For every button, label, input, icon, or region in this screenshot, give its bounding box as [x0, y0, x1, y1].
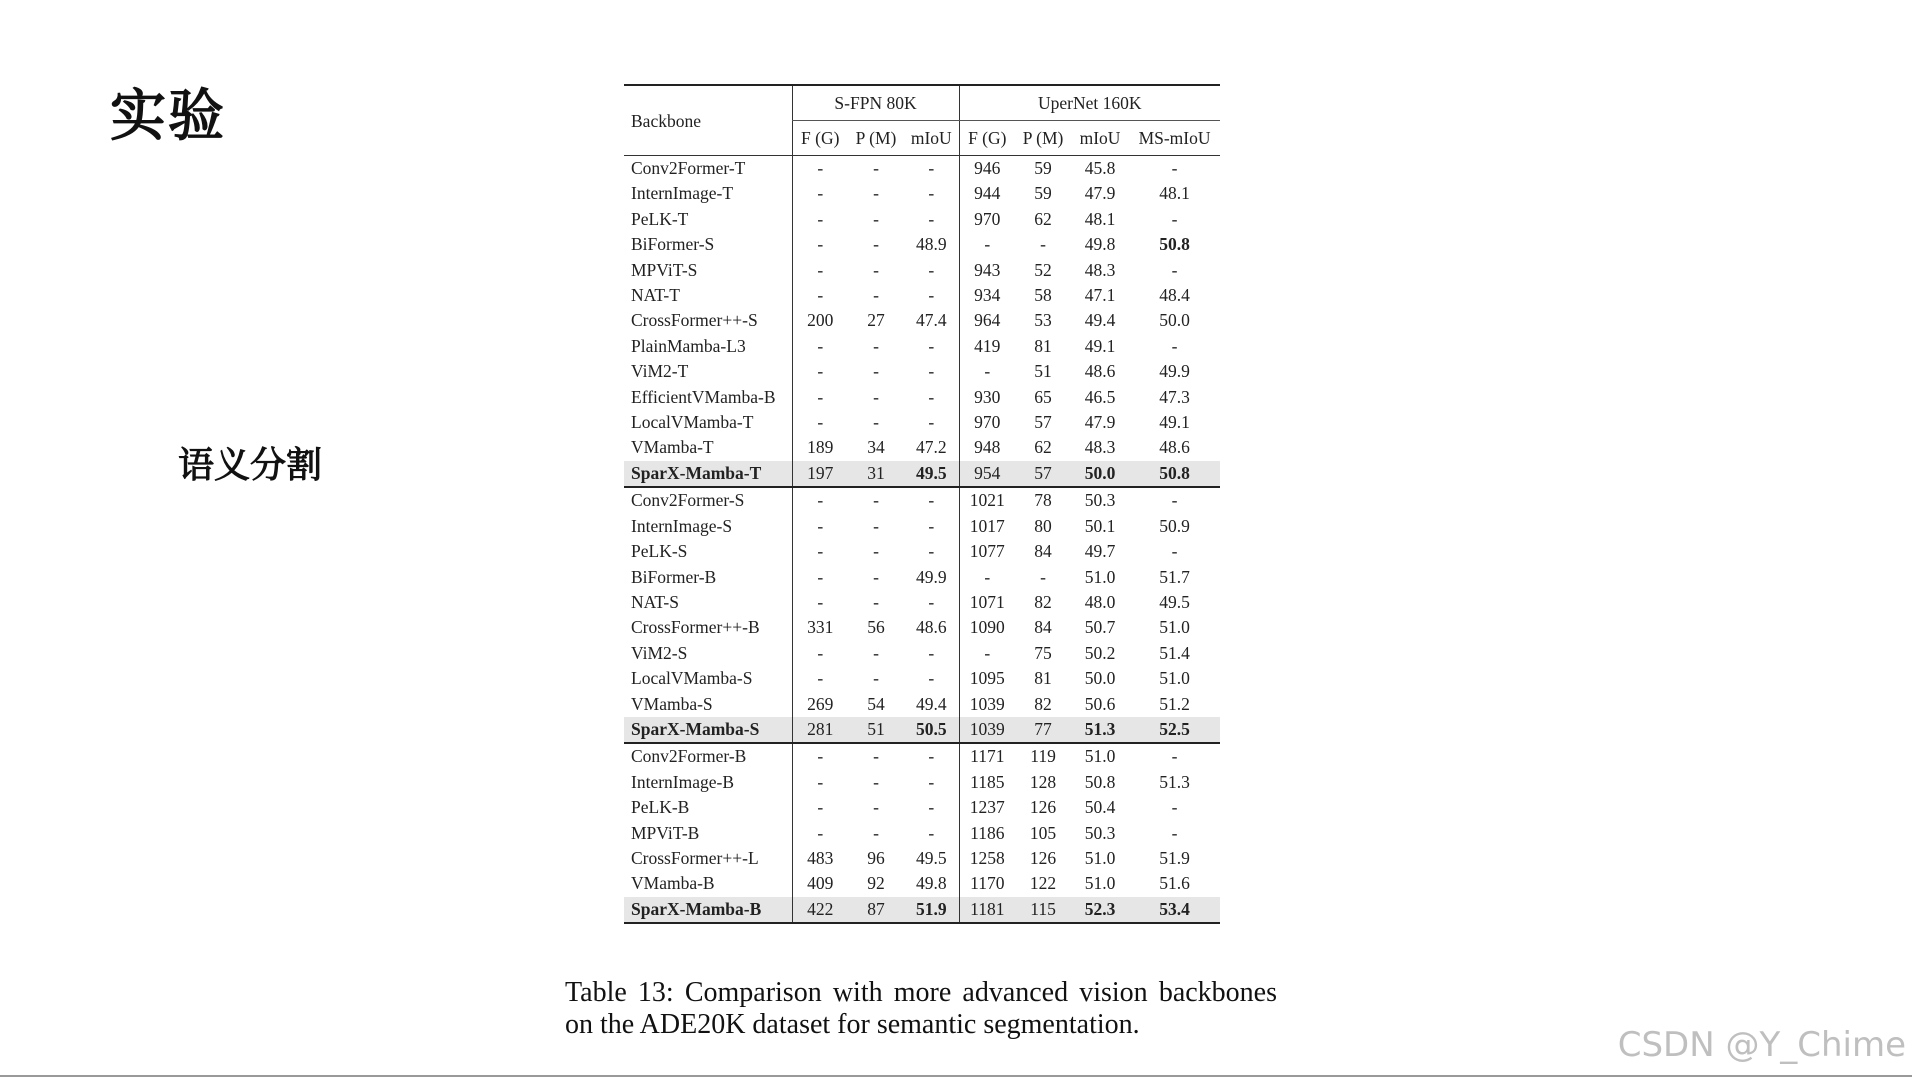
table-row: [624, 590, 1220, 615]
table-cell: 46.5: [1084, 386, 1116, 407]
table-cell: -: [1171, 797, 1178, 818]
table-cell: -: [1171, 335, 1178, 356]
table-cell: 52: [1034, 259, 1052, 280]
table-cell: -: [959, 359, 1015, 384]
table-row: [624, 743, 1220, 769]
table-cell: 48.1: [1159, 183, 1190, 204]
table-cell: 49.7: [1084, 541, 1116, 562]
backbone-name: PeLK-B: [631, 797, 690, 818]
table-cell: 49.8: [1084, 234, 1116, 255]
backbone-name: ViM2-S: [631, 642, 688, 663]
table-cell: 84: [1034, 617, 1052, 638]
table-cell: 1039: [959, 692, 1015, 717]
table-cell: 51.9: [1159, 847, 1190, 868]
table-cell: -: [928, 259, 935, 280]
backbone-name: CrossFormer++-L: [631, 847, 759, 868]
table-cell: -: [792, 743, 848, 769]
table-cell: 1077: [959, 539, 1015, 564]
table-cell: 50.8: [1129, 461, 1220, 487]
table-cell: 331: [792, 615, 848, 640]
table-cell: 115: [1015, 897, 1071, 923]
table-cell: 50.0: [1159, 310, 1190, 331]
table-row: [624, 692, 1220, 717]
table-cell: -: [959, 565, 1015, 590]
table-cell: -: [928, 668, 935, 689]
table-row: [624, 410, 1220, 435]
table-cell: -: [792, 207, 848, 232]
table-cell: 970: [959, 207, 1015, 232]
backbone-name: PeLK-T: [631, 208, 689, 229]
backbone-name: Conv2Former-T: [624, 156, 792, 182]
table-cell: 51.0: [1159, 617, 1190, 638]
table-cell: -: [873, 566, 879, 587]
table-cell: -: [792, 385, 848, 410]
table-cell: 84: [1034, 541, 1052, 562]
table-cell: 422: [792, 897, 848, 923]
backbone-name: SparX-Mamba-B: [624, 897, 792, 923]
table-cell: 122: [1029, 873, 1057, 894]
table-cell: -: [873, 183, 879, 204]
results-table-container: [624, 84, 1220, 924]
table-cell: -: [873, 234, 879, 255]
table-cell: -: [792, 156, 848, 182]
table-cell: 82: [1034, 693, 1052, 714]
group-header-upernet: UperNet 160K: [959, 85, 1220, 121]
backbone-name: InternImage-B: [631, 771, 735, 792]
backbone-name: ViM2-T: [631, 361, 689, 382]
table-row: [624, 717, 1220, 743]
table-cell: 52.5: [1129, 717, 1220, 743]
table-cell: 51.3: [1071, 717, 1129, 743]
table-row: [624, 795, 1220, 820]
table-cell: 81: [1034, 668, 1052, 689]
table-cell: 50.9: [1159, 515, 1190, 536]
table-cell: -: [848, 487, 904, 513]
table-cell: 1186: [959, 821, 1015, 846]
table-cell: 943: [959, 258, 1015, 283]
table-cell: 189: [792, 435, 848, 460]
table-cell: 27: [867, 310, 885, 331]
backbone-name: EfficientVMamba-B: [631, 386, 776, 407]
table-cell: -: [928, 386, 935, 407]
table-cell: 57: [1034, 412, 1052, 433]
table-cell: 49.1: [1084, 335, 1116, 356]
table-cell: 49.1: [1159, 412, 1190, 433]
table-cell: 48.3: [1084, 437, 1116, 458]
table-row: [624, 666, 1220, 691]
table-cell: 48.0: [1084, 591, 1116, 612]
table-row: [624, 871, 1220, 896]
table-cell: 50.5: [904, 717, 959, 743]
table-cell: 78: [1015, 487, 1071, 513]
table-cell: 51.0: [1084, 566, 1116, 587]
table-cell: -: [873, 386, 879, 407]
backbone-name: InternImage-T: [631, 183, 734, 204]
table-row: [624, 283, 1220, 308]
table-cell: 48.6: [1084, 361, 1116, 382]
table-cell: -: [792, 410, 848, 435]
backbone-name: MPViT-S: [631, 259, 698, 280]
table-cell: 1071: [959, 590, 1015, 615]
backbone-name: InternImage-S: [631, 515, 733, 536]
table-cell: -: [873, 797, 879, 818]
table-cell: -: [928, 515, 935, 536]
table-cell: 281: [792, 717, 848, 743]
backbone-name: LocalVMamba-T: [631, 412, 754, 433]
table-cell: -: [928, 541, 935, 562]
table-cell: 50.2: [1084, 642, 1116, 663]
table-cell: -: [792, 641, 848, 666]
table-row: [624, 565, 1220, 590]
table-cell: 62: [1034, 208, 1052, 229]
table-cell: 50.8: [1084, 771, 1116, 792]
table-row: [624, 641, 1220, 666]
table-row: [624, 385, 1220, 410]
table-row: [624, 435, 1220, 460]
backbone-name: VMamba-T: [631, 437, 714, 458]
table-cell: -: [904, 487, 959, 513]
table-cell: 1181: [959, 897, 1015, 923]
table-cell: 50.7: [1084, 617, 1116, 638]
backbone-name: BiFormer-S: [631, 234, 715, 255]
table-cell: 49.9: [915, 566, 947, 587]
table-cell: -: [873, 412, 879, 433]
table-cell: -: [1040, 566, 1046, 587]
table-cell: 92: [867, 873, 885, 894]
backbone-name: SparX-Mamba-T: [624, 461, 792, 487]
backbone-header: Backbone: [624, 85, 792, 156]
table-cell: -: [928, 642, 935, 663]
table-cell: 34: [867, 437, 885, 458]
table-cell: 126: [1029, 847, 1057, 868]
backbone-name: PeLK-S: [631, 541, 688, 562]
table-cell: 49.5: [915, 847, 947, 868]
table-cell: 56: [867, 617, 885, 638]
table-cell: -: [792, 334, 848, 359]
table-cell: 1237: [959, 795, 1015, 820]
table-cell: 1090: [959, 615, 1015, 640]
table-cell: -: [928, 361, 935, 382]
table-cell: 81: [1034, 335, 1052, 356]
table-cell: -: [792, 565, 848, 590]
table-row: [624, 487, 1220, 513]
col-header: F (G): [792, 121, 848, 156]
table-cell: 1258: [959, 846, 1015, 871]
table-cell: -: [792, 666, 848, 691]
table-cell: 31: [848, 461, 904, 487]
table-cell: 944: [959, 181, 1015, 206]
table-cell: 49.4: [915, 693, 947, 714]
table-cell: 82: [1034, 591, 1052, 612]
table-cell: 48.6: [915, 617, 947, 638]
col-header: mIoU: [1079, 128, 1121, 148]
table-cell: 80: [1034, 515, 1052, 536]
table-cell: 50.6: [1084, 693, 1116, 714]
table-cell: 65: [1034, 386, 1052, 407]
table-cell: 1170: [959, 871, 1015, 896]
table-cell: 53: [1034, 310, 1052, 331]
backbone-name: VMamba-S: [631, 693, 713, 714]
table-cell: -: [792, 539, 848, 564]
table-cell: 75: [1034, 642, 1052, 663]
table-cell: 50.0: [1071, 461, 1129, 487]
table-cell: 419: [959, 334, 1015, 359]
table-cell: 49.5: [1159, 591, 1190, 612]
backbone-name: NAT-T: [631, 285, 680, 306]
table-cell: 51.0: [1159, 668, 1190, 689]
backbone-name: NAT-S: [631, 591, 679, 612]
table-cell: 1185: [959, 770, 1015, 795]
table-cell: 48.1: [1084, 208, 1116, 229]
backbone-name: CrossFormer++-S: [631, 310, 758, 331]
table-cell: -: [1129, 743, 1220, 769]
table-cell: -: [873, 822, 879, 843]
backbone-name: MPViT-B: [631, 822, 700, 843]
table-cell: 77: [1015, 717, 1071, 743]
table-cell: -: [1129, 487, 1220, 513]
table-cell: 49.8: [915, 873, 947, 894]
table-cell: -: [792, 514, 848, 539]
table-cell: -: [904, 156, 959, 182]
backbone-name: Conv2Former-B: [624, 743, 792, 769]
table-cell: 51: [848, 717, 904, 743]
table-cell: 964: [959, 308, 1015, 333]
col-header: mIoU: [910, 128, 952, 148]
table-cell: -: [1171, 541, 1178, 562]
table-cell: -: [928, 335, 935, 356]
table-cell: 47.2: [915, 437, 947, 458]
table-row: [624, 514, 1220, 539]
table-cell: 970: [959, 410, 1015, 435]
table-cell: 50.3: [1084, 822, 1116, 843]
table-cell: 47.9: [1084, 183, 1116, 204]
table-cell: -: [792, 181, 848, 206]
table-cell: 51.2: [1159, 693, 1190, 714]
table-cell: 946: [959, 156, 1015, 182]
table-cell: 50.1: [1084, 515, 1116, 536]
table-cell: 59: [1015, 156, 1071, 182]
table-cell: -: [792, 821, 848, 846]
slide-title: 实验: [110, 84, 226, 149]
table-cell: -: [1171, 208, 1178, 229]
table-cell: 96: [867, 847, 885, 868]
table-row: [624, 258, 1220, 283]
table-cell: -: [792, 795, 848, 820]
table-cell: -: [792, 232, 848, 257]
table-cell: -: [928, 591, 935, 612]
table-cell: 45.8: [1071, 156, 1129, 182]
table-cell: -: [873, 642, 879, 663]
table-cell: -: [1171, 822, 1178, 843]
table-caption: Table 13: Comparison with more advanced vision backbones on the ADE20K dataset for semantic segmentation.: [565, 977, 1277, 1040]
table-cell: -: [928, 412, 935, 433]
table-cell: -: [928, 183, 935, 204]
table-cell: -: [904, 743, 959, 769]
backbone-name: CrossFormer++-B: [631, 617, 760, 638]
table-cell: -: [873, 208, 879, 229]
table-cell: 50.3: [1071, 487, 1129, 513]
table-row: [624, 821, 1220, 846]
backbone-name: VMamba-B: [631, 873, 715, 894]
table-cell: -: [928, 285, 935, 306]
table-cell: -: [848, 156, 904, 182]
table-cell: 59: [1034, 183, 1052, 204]
col-header: MS-mIoU: [1138, 128, 1211, 148]
table-cell: -: [873, 259, 879, 280]
table-cell: -: [792, 487, 848, 513]
table-cell: 51.0: [1071, 743, 1129, 769]
table-cell: 48.9: [915, 234, 947, 255]
table-cell: 269: [792, 692, 848, 717]
table-row: [624, 846, 1220, 871]
backbone-name: Conv2Former-S: [624, 487, 792, 513]
table-cell: -: [873, 361, 879, 382]
table-cell: 126: [1029, 797, 1057, 818]
table-cell: -: [792, 770, 848, 795]
table-cell: 52.3: [1071, 897, 1129, 923]
table-cell: 1039: [959, 717, 1015, 743]
table-row: [624, 207, 1220, 232]
col-header: P (M): [855, 128, 897, 148]
table-row: [624, 334, 1220, 359]
table-body: [624, 156, 1220, 924]
backbone-name: SparX-Mamba-S: [624, 717, 792, 743]
table-row: [624, 232, 1220, 257]
table-cell: -: [1129, 156, 1220, 182]
table-cell: 47.1: [1084, 285, 1116, 306]
table-cell: 197: [792, 461, 848, 487]
table-cell: 119: [1015, 743, 1071, 769]
table-cell: 128: [1029, 771, 1057, 792]
table-cell: 50.4: [1084, 797, 1116, 818]
table-row: [624, 308, 1220, 333]
table-cell: 948: [959, 435, 1015, 460]
backbone-name: BiFormer-B: [631, 566, 717, 587]
table-cell: 48.6: [1159, 437, 1190, 458]
results-table: [624, 84, 1220, 924]
table-cell: 51: [1034, 361, 1052, 382]
col-header: P (M): [1022, 128, 1064, 148]
table-cell: 1021: [959, 487, 1015, 513]
table-cell: 409: [792, 871, 848, 896]
table-cell: 1017: [959, 514, 1015, 539]
table-row: [624, 615, 1220, 640]
table-row: [624, 539, 1220, 564]
table-cell: 105: [1029, 822, 1057, 843]
table-cell: -: [873, 335, 879, 356]
table-cell: -: [1171, 259, 1178, 280]
section-label: 语义分割: [178, 445, 323, 486]
table-cell: -: [873, 771, 879, 792]
table-cell: -: [928, 822, 935, 843]
table-row: [624, 770, 1220, 795]
table-cell: 47.3: [1159, 386, 1190, 407]
table-cell: 200: [792, 308, 848, 333]
table-row: [624, 181, 1220, 206]
table-cell: 51.7: [1159, 566, 1190, 587]
table-cell: 51.9: [904, 897, 959, 923]
table-cell: -: [792, 359, 848, 384]
backbone-name: LocalVMamba-S: [631, 668, 753, 689]
table-cell: -: [873, 285, 879, 306]
table-cell: -: [848, 743, 904, 769]
table-cell: 57: [1015, 461, 1071, 487]
table-cell: -: [1040, 234, 1046, 255]
table-cell: -: [959, 641, 1015, 666]
table-cell: 49.9: [1159, 361, 1190, 382]
table-cell: 58: [1034, 285, 1052, 306]
table-cell: -: [928, 771, 935, 792]
table-cell: 48.3: [1084, 259, 1116, 280]
table-cell: -: [873, 668, 879, 689]
table-cell: -: [792, 590, 848, 615]
table-cell: 51.0: [1084, 847, 1116, 868]
table-row: [624, 461, 1220, 487]
group-header-sfpn: S-FPN 80K: [792, 85, 959, 121]
backbone-name: PlainMamba-L3: [631, 335, 746, 356]
table-cell: -: [928, 208, 935, 229]
watermark: CSDN @Y_Chime: [1617, 1025, 1906, 1065]
table-cell: 53.4: [1129, 897, 1220, 923]
table-cell: 930: [959, 385, 1015, 410]
table-cell: 483: [792, 846, 848, 871]
table-cell: -: [928, 797, 935, 818]
table-cell: 51.6: [1159, 873, 1190, 894]
table-cell: 49.5: [904, 461, 959, 487]
table-cell: -: [792, 258, 848, 283]
table-row: [624, 359, 1220, 384]
table-cell: 954: [959, 461, 1015, 487]
table-cell: -: [873, 591, 879, 612]
table-cell: 1171: [959, 743, 1015, 769]
table-cell: 51.4: [1159, 642, 1190, 663]
table-cell: 62: [1034, 437, 1052, 458]
table-cell: 54: [867, 693, 885, 714]
table-cell: -: [873, 515, 879, 536]
table-cell: -: [873, 541, 879, 562]
table-cell: 50.8: [1159, 234, 1190, 255]
table-cell: 87: [848, 897, 904, 923]
table-row: [624, 156, 1220, 182]
table-cell: -: [959, 232, 1015, 257]
col-header: F (G): [959, 121, 1015, 156]
table-cell: 1095: [959, 666, 1015, 691]
table-cell: 47.9: [1084, 412, 1116, 433]
table-cell: 51.3: [1159, 771, 1190, 792]
table-cell: 934: [959, 283, 1015, 308]
table-cell: -: [792, 283, 848, 308]
table-cell: 51.0: [1084, 873, 1116, 894]
table-cell: 47.4: [915, 310, 947, 331]
table-cell: 50.0: [1084, 668, 1116, 689]
table-cell: 48.4: [1159, 285, 1190, 306]
table-row: [624, 897, 1220, 923]
table-cell: 49.4: [1084, 310, 1116, 331]
